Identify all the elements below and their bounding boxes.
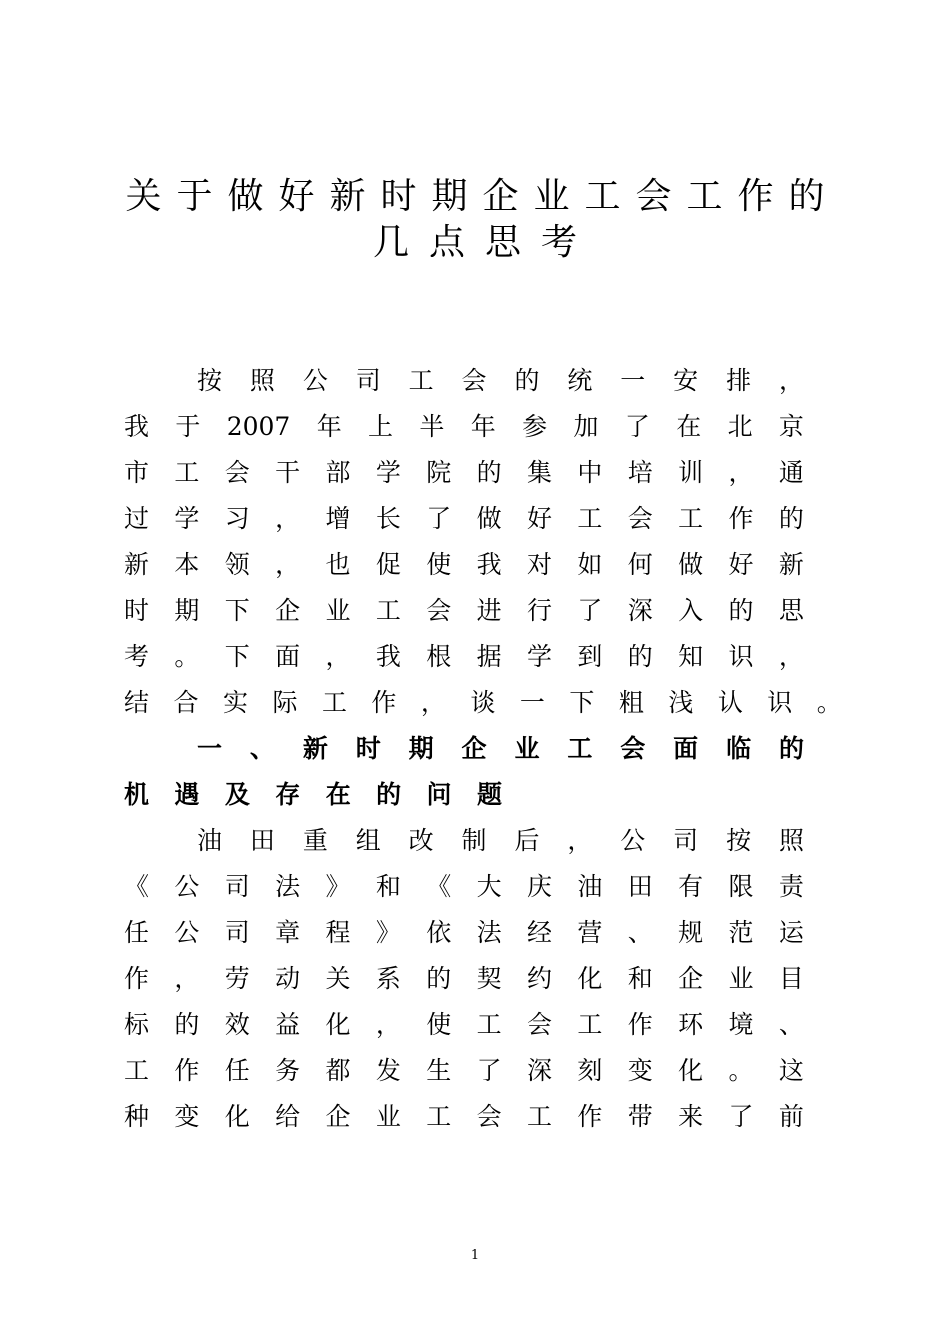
text-glyph: 进	[476, 596, 502, 625]
text-glyph: 入	[678, 596, 704, 625]
text-glyph: 了	[426, 504, 452, 533]
text-glyph: 院	[426, 458, 452, 487]
body-text-line	[124, 502, 804, 536]
text-glyph: 工	[476, 1010, 502, 1039]
text-glyph: 经	[527, 918, 553, 947]
text-glyph: 司	[673, 826, 699, 855]
text-glyph: 化	[224, 1102, 250, 1131]
text-glyph: 司	[224, 872, 250, 901]
text-glyph: 范	[728, 918, 754, 947]
document-title-line-2: 几点思考	[372, 222, 597, 263]
text-glyph: 问	[426, 780, 452, 809]
text-glyph: 参	[522, 412, 548, 441]
text-glyph: 公	[174, 872, 200, 901]
text-glyph: 作	[371, 688, 397, 717]
text-glyph: 、	[627, 918, 653, 947]
text-glyph: 标	[124, 1010, 150, 1039]
text-glyph: 使	[426, 1010, 452, 1039]
text-glyph: 新	[302, 734, 328, 763]
body-text-line	[197, 824, 804, 858]
text-glyph: 了	[577, 596, 603, 625]
body-text-line	[124, 686, 842, 720]
text-glyph: 工	[577, 504, 603, 533]
text-glyph: 工	[375, 596, 401, 625]
text-glyph: 及	[224, 780, 250, 809]
section-heading-line	[197, 732, 804, 766]
text-glyph: 工	[321, 688, 347, 717]
text-glyph: 在	[325, 780, 351, 809]
text-glyph: 公	[174, 918, 200, 947]
text-glyph: 工	[426, 1102, 452, 1131]
text-glyph: 的	[778, 734, 804, 763]
text-glyph: 按	[197, 366, 223, 395]
text-glyph: 了	[476, 1056, 502, 1085]
text-glyph: 深	[627, 596, 653, 625]
text-glyph: 公	[302, 366, 328, 395]
text-glyph: 田	[249, 826, 275, 855]
text-glyph: 的	[627, 642, 653, 671]
body-text-line	[124, 962, 804, 996]
text-glyph: 运	[778, 918, 804, 947]
text-glyph: 企	[325, 1102, 351, 1131]
text-glyph: 效	[224, 1010, 250, 1039]
text-glyph: 市	[124, 458, 150, 487]
body-text-line	[124, 1100, 804, 1134]
text-glyph: 都	[325, 1056, 351, 1085]
text-glyph: 行	[527, 596, 553, 625]
text-glyph: 遇	[174, 780, 200, 809]
text-glyph: 面	[275, 642, 301, 671]
text-glyph: 作	[577, 1102, 603, 1131]
text-glyph: 组	[355, 826, 381, 855]
text-glyph: 上	[368, 412, 394, 441]
text-glyph: 干	[275, 458, 301, 487]
text-glyph: 和	[627, 964, 653, 993]
text-glyph: ，	[778, 366, 804, 395]
text-glyph: 后	[514, 826, 540, 855]
text-glyph: 考	[124, 642, 150, 671]
body-text-line	[124, 456, 804, 490]
text-glyph: 、	[778, 1010, 804, 1039]
text-glyph: 大	[476, 872, 502, 901]
text-glyph: 排	[726, 366, 752, 395]
text-glyph: 田	[627, 872, 653, 901]
text-glyph: 我	[124, 412, 150, 441]
text-glyph: 在	[676, 412, 702, 441]
text-glyph: 一	[620, 366, 646, 395]
body-text-line	[124, 916, 804, 950]
text-glyph: 作	[124, 964, 150, 993]
text-glyph: 时	[124, 596, 150, 625]
text-glyph: 油	[577, 872, 603, 901]
text-glyph: 劳	[224, 964, 250, 993]
text-glyph: 也	[325, 550, 351, 579]
text-glyph: 业	[514, 734, 540, 763]
text-glyph: 下	[224, 596, 250, 625]
text-glyph: 使	[426, 550, 452, 579]
text-glyph: ，	[174, 964, 200, 993]
text-glyph: 安	[673, 366, 699, 395]
text-glyph: 制	[461, 826, 487, 855]
text-glyph: 知	[678, 642, 704, 671]
text-glyph: 来	[678, 1102, 704, 1131]
text-glyph: 《	[124, 872, 150, 901]
text-glyph: 京	[778, 412, 804, 441]
page-number: 1	[470, 1248, 480, 1263]
text-glyph: 系	[375, 964, 401, 993]
text-glyph: 增	[325, 504, 351, 533]
text-glyph: 会	[627, 504, 653, 533]
text-glyph: 生	[426, 1056, 452, 1085]
text-glyph: 对	[527, 550, 553, 579]
text-glyph: ，	[420, 688, 446, 717]
text-glyph: 。	[816, 688, 842, 717]
text-glyph: 题	[476, 780, 502, 809]
text-glyph: 业	[325, 596, 351, 625]
text-glyph: 集	[527, 458, 553, 487]
text-glyph: 变	[627, 1056, 653, 1085]
text-glyph: 庆	[527, 872, 553, 901]
text-glyph: 培	[627, 458, 653, 487]
text-glyph: 到	[577, 642, 603, 671]
text-glyph: ，	[778, 642, 804, 671]
text-glyph: 按	[726, 826, 752, 855]
text-glyph: 何	[627, 550, 653, 579]
text-glyph: 如	[577, 550, 603, 579]
text-glyph: 会	[527, 1010, 553, 1039]
text-glyph: 合	[173, 688, 199, 717]
text-glyph: 会	[224, 458, 250, 487]
text-glyph: ，	[728, 458, 754, 487]
text-glyph: 长	[375, 504, 401, 533]
text-glyph: 粗	[618, 688, 644, 717]
text-glyph: 训	[678, 458, 704, 487]
text-glyph: 存	[275, 780, 301, 809]
text-glyph: 工	[577, 1010, 603, 1039]
text-glyph: 根	[426, 642, 452, 671]
text-glyph: 任	[224, 1056, 250, 1085]
text-glyph: 结	[124, 688, 150, 717]
text-glyph: 益	[275, 1010, 301, 1039]
text-glyph: 做	[678, 550, 704, 579]
text-glyph: 期	[408, 734, 434, 763]
text-glyph: 了	[728, 1102, 754, 1131]
text-glyph: 据	[476, 642, 502, 671]
text-glyph: 我	[375, 642, 401, 671]
text-glyph: 目	[778, 964, 804, 993]
text-glyph: 工	[174, 458, 200, 487]
text-glyph: 促	[375, 550, 401, 579]
text-glyph: 环	[678, 1010, 704, 1039]
text-glyph: 的	[376, 780, 402, 809]
body-text-line	[124, 1008, 804, 1042]
text-glyph: 照	[249, 366, 275, 395]
text-glyph: 化	[325, 1010, 351, 1039]
text-glyph: 会	[620, 734, 646, 763]
text-glyph: 带	[627, 1102, 653, 1131]
text-glyph: 前	[778, 1102, 804, 1131]
text-glyph: 下	[569, 688, 595, 717]
text-glyph: 部	[325, 458, 351, 487]
body-text-line	[197, 364, 804, 398]
body-text-line	[124, 870, 804, 904]
text-glyph: 2007	[226, 412, 291, 441]
text-glyph: 学	[375, 458, 401, 487]
document-title-line-1: 关于做好新时期企业工会工作的	[125, 176, 840, 217]
text-glyph: 认	[717, 688, 743, 717]
text-glyph: 变	[174, 1102, 200, 1131]
text-glyph: 化	[577, 964, 603, 993]
text-glyph: 统	[567, 366, 593, 395]
text-glyph: 契	[476, 964, 502, 993]
text-glyph: 北	[727, 412, 753, 441]
text-glyph: 种	[124, 1102, 150, 1131]
text-glyph: 业	[728, 964, 754, 993]
text-glyph: 依	[426, 918, 452, 947]
body-text-line	[124, 1054, 804, 1088]
text-glyph: 企	[678, 964, 704, 993]
text-glyph: 》	[375, 918, 401, 947]
section-heading-line	[124, 778, 502, 812]
text-glyph: 中	[577, 458, 603, 487]
text-glyph: 企	[275, 596, 301, 625]
text-glyph: 责	[778, 872, 804, 901]
text-glyph: 临	[726, 734, 752, 763]
text-glyph: 过	[124, 504, 150, 533]
text-glyph: 我	[476, 550, 502, 579]
text-glyph: 年	[316, 412, 342, 441]
text-glyph: 年	[470, 412, 496, 441]
text-glyph: ，	[567, 826, 593, 855]
text-glyph: 、	[249, 734, 275, 763]
text-glyph: ，	[325, 642, 351, 671]
text-glyph: 一	[519, 688, 545, 717]
text-glyph: 作	[728, 504, 754, 533]
text-glyph: 下	[224, 642, 250, 671]
text-glyph: 规	[678, 918, 704, 947]
text-glyph: 境	[728, 1010, 754, 1039]
text-glyph: 限	[728, 872, 754, 901]
text-glyph: 识	[767, 688, 793, 717]
text-glyph: 浅	[668, 688, 694, 717]
text-glyph: 通	[778, 458, 804, 487]
text-glyph: 识	[728, 642, 754, 671]
text-glyph: 作	[627, 1010, 653, 1039]
text-glyph: 的	[174, 1010, 200, 1039]
text-glyph: 面	[673, 734, 699, 763]
text-glyph: 一	[197, 734, 223, 763]
text-glyph: 公	[620, 826, 646, 855]
text-glyph: 。	[174, 642, 200, 671]
text-glyph: 加	[573, 412, 599, 441]
text-glyph: 程	[325, 918, 351, 947]
text-glyph: 发	[375, 1056, 401, 1085]
text-glyph: 于	[175, 412, 201, 441]
text-glyph: 营	[577, 918, 603, 947]
text-glyph: 刻	[577, 1056, 603, 1085]
text-glyph: 会	[426, 596, 452, 625]
text-glyph: 有	[678, 872, 704, 901]
text-glyph: 化	[678, 1056, 704, 1085]
text-glyph: ，	[375, 1010, 401, 1039]
text-glyph: 任	[124, 918, 150, 947]
text-glyph: 新	[778, 550, 804, 579]
text-glyph: 》	[325, 872, 351, 901]
text-glyph: 司	[355, 366, 381, 395]
text-glyph: 油	[197, 826, 223, 855]
text-glyph: 改	[408, 826, 434, 855]
text-glyph: 和	[375, 872, 401, 901]
text-glyph: 好	[728, 550, 754, 579]
text-glyph: 工	[567, 734, 593, 763]
text-glyph: 了	[624, 412, 650, 441]
text-glyph: 深	[527, 1056, 553, 1085]
text-glyph: 动	[275, 964, 301, 993]
text-glyph: 的	[778, 504, 804, 533]
text-glyph: 重	[302, 826, 328, 855]
text-glyph: 《	[426, 872, 452, 901]
text-glyph: 关	[325, 964, 351, 993]
text-glyph: 给	[275, 1102, 301, 1131]
text-glyph: 工	[678, 504, 704, 533]
text-glyph: 的	[426, 964, 452, 993]
text-glyph: 的	[728, 596, 754, 625]
text-glyph: 本	[174, 550, 200, 579]
body-text-line	[124, 640, 804, 674]
text-glyph: 学	[527, 642, 553, 671]
text-glyph: 照	[778, 826, 804, 855]
text-glyph: 的	[514, 366, 540, 395]
text-glyph: 法	[476, 918, 502, 947]
body-text-line	[124, 548, 804, 582]
text-glyph: ，	[275, 550, 301, 579]
text-glyph: 好	[527, 504, 553, 533]
body-text-line	[124, 410, 804, 444]
text-glyph: 工	[527, 1102, 553, 1131]
text-glyph: 司	[224, 918, 250, 947]
text-glyph: 约	[527, 964, 553, 993]
text-glyph: 半	[419, 412, 445, 441]
text-glyph: 工	[408, 366, 434, 395]
text-glyph: 企	[461, 734, 487, 763]
text-glyph: 期	[174, 596, 200, 625]
text-glyph: 际	[272, 688, 298, 717]
text-glyph: 的	[476, 458, 502, 487]
text-glyph: 会	[461, 366, 487, 395]
text-glyph: 新	[124, 550, 150, 579]
body-text-line	[124, 594, 804, 628]
text-glyph: 章	[275, 918, 301, 947]
text-glyph: 会	[476, 1102, 502, 1131]
text-glyph: 领	[224, 550, 250, 579]
text-glyph: ，	[275, 504, 301, 533]
text-glyph: 法	[275, 872, 301, 901]
text-glyph: 作	[174, 1056, 200, 1085]
text-glyph: 。	[728, 1056, 754, 1085]
text-glyph: 业	[375, 1102, 401, 1131]
text-glyph: 谈	[470, 688, 496, 717]
text-glyph: 这	[778, 1056, 804, 1085]
text-glyph: 时	[355, 734, 381, 763]
text-glyph: 务	[275, 1056, 301, 1085]
text-glyph: 习	[224, 504, 250, 533]
text-glyph: 机	[124, 780, 150, 809]
text-glyph: 工	[124, 1056, 150, 1085]
text-glyph: 做	[476, 504, 502, 533]
text-glyph: 学	[174, 504, 200, 533]
text-glyph: 思	[778, 596, 804, 625]
text-glyph: 实	[222, 688, 248, 717]
